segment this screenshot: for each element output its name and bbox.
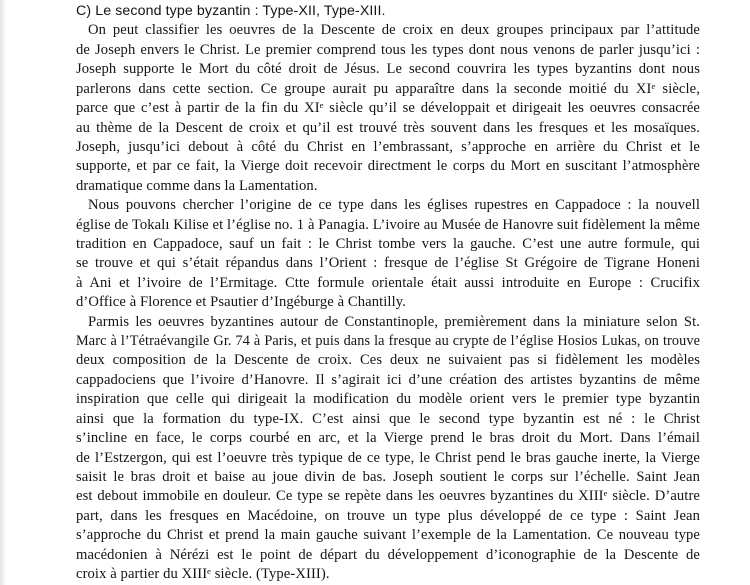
paragraph-3-line-1: Parmis les oeuvres byzantines autour de Constantinople, premièrement dans la miniature selon St. [88,313,700,330]
paragraph-1-line-1: On peut classifier les oeuvres de la Descente de croix en deux groupes principaux par l’attitude [88,22,700,39]
page-edge-shadow [0,0,6,585]
paragraph-2-line-6: d’Office à Florence et Psautier d’Ingéburge à Chantilly. [76,294,406,311]
paragraph-3-line-13: macédonien à Nérézi est le point de départ du développement d’iconographie de la Descente de [76,546,700,563]
paragraph-3-line-2: Marc à l’Tétraévangile Gr. 74 à Paris, et puis dans la fresque au crypte de l’église Hosios Lukas, on trouve [76,333,700,349]
paragraph-2-line-3: tradition en Cappadoce, sauf un fait : le Christ tombe vers la gauche. C’est une autre formule, qui [76,236,700,252]
paragraph-3-line-3: deux composition de la Descente de croix. Ces deux ne suivaient pas si fidèlement les modèles [76,352,700,369]
paragraph-2-line-4: se trouve et qui s’était répandus dans l’Orient : fresque de l’église St Grégoire de Tigrane Honeni [76,255,700,272]
paragraph-3-line-11: part, dans les fresques en Macédoine, on trouve un type plus développé de ce type : Saint Jean [76,507,700,524]
paragraph-1-line-9: dramatique comme dans la Lamentation. [76,177,318,194]
paragraph-2-line-5: à Ani et l’ivoire de l’Ermitage. Ctte formule orientale était aussi introduite en Europe : Crucifix [76,274,700,291]
paragraph-1-line-8: supporte, et par ce fait, la Vierge doit recevoir directment le corps du Mort en suscitant l’atmosphère [76,158,700,175]
section-heading: C) Le second type byzantin : Type-XII, Type-XIII. [76,3,386,19]
paragraph-1-line-6: au thème de la Descent de croix et qu’il est trouvé très souvent dans les fresques et les mosaïques. [76,119,700,136]
paragraph-3-line-7: s’incline en face, le corps courbé en arc, et la Vierge prend le bras droit du Mort. Dans l’émail [76,430,700,447]
paragraph-2-line-2: église de Tokalı Kilise et l’église no. 1 à Panagia. L’ivoire au Musée de Hanovre suit fidèlement la même [76,216,700,233]
paragraph-2-line-1: Nous pouvons chercher l’origine de ce type dans les églises rupestres en Cappadoce : la nouvell [88,197,700,214]
paragraph-3-line-5: inspiration que celle qui dirigeait la modification du modèle orient vers le premier type byzantin [76,391,700,408]
paragraph-3-line-14: croix à partier du XIIIᵉ siècle. (Type-XIII). [76,566,330,582]
paragraph-1-line-2: de Joseph envers le Christ. Le premier comprend tous les types dont nous venons de parler jusqu’ici : [76,41,700,58]
paragraph-1-line-5: parce que c’est à partir de la fin du XIᵉ siècle qu’il se développait et dirigeait les oeuvres consacrée [76,100,700,117]
paragraph-3-line-4: cappadociens que l’ivoire d’Hanovre. Il s’agirait ici d’une création des artistes byzantins de même [76,371,700,388]
paragraph-1-line-7: Joseph, jusqu’ici debout à côté du Christ en l’embrassant, s’approche en arrière du Christ et le [76,138,700,155]
paragraph-3-line-9: saisit le bras droit et baise au joue divin de bas. Joseph soutient le corps sur l’échelle. Saint Jean [76,468,700,485]
paragraph-3-line-6: ainsi que la formation du type-IX. C’est ainsi que le second type byzantin est né : le Christ [76,410,700,427]
paragraph-3-line-8: de l’Estzergon, qui est l’oeuvre très typique de ce type, le Christ pend le bras gauche inerte, la Vierge [76,449,700,466]
paragraph-1-line-4: parlerons dans cette section. Ce groupe aurait pu apparaître dans la seconde moitié du XIᵉ siècle, [76,80,700,97]
paragraph-3-line-10: est debout immobile en douleur. Ce type se repète dans les oeuvres byzantines du XIIIᵉ siècle. D’autre [76,488,700,505]
paragraph-1-line-3: Joseph supporte le Mort du côté droit de Jésus. Le second couvrira les types byzantins dont nous [76,61,700,78]
paragraph-3-line-12: s’approche du Christ et prend la main gauche suivant l’exemple de la Lamentation. Ce nouveau type [76,527,700,544]
